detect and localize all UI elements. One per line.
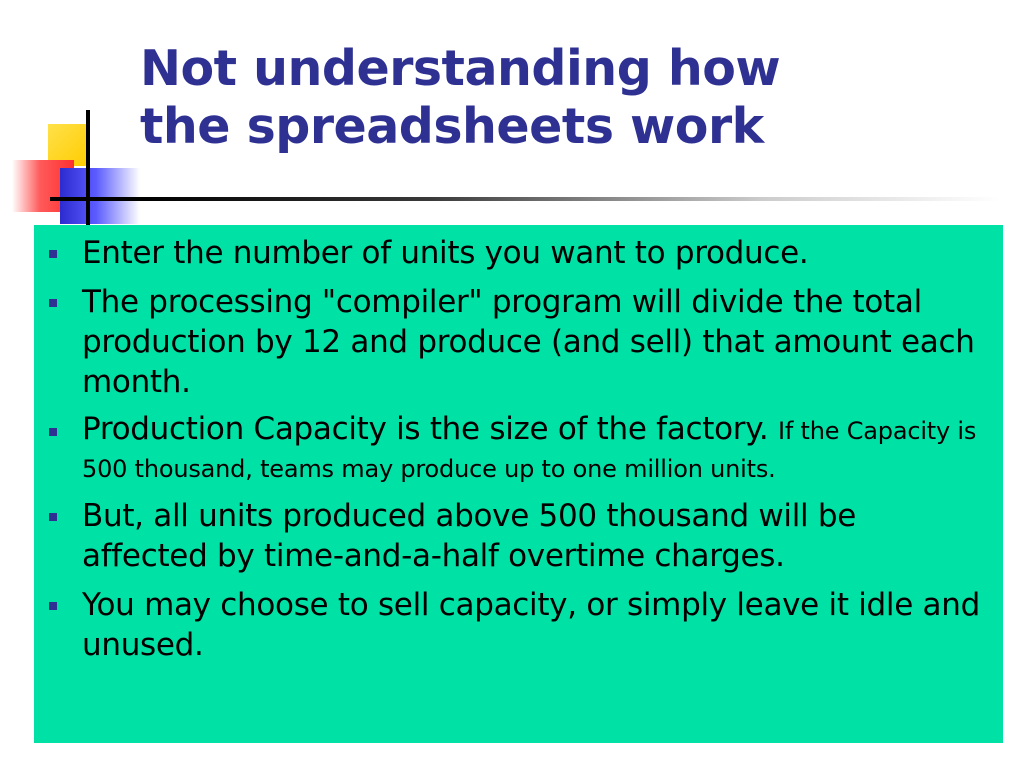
bullet-item [34,411,983,487]
bullet-text: The processing "compiler" program will divide the total production by 12 and produce (and sell) that amount each month. [82,284,975,400]
bullet-subtext: If the Capacity is 500 thousand, teams may produce up to one million units. [82,417,977,483]
title-line-1: Not understanding how [140,40,781,97]
bullet-text: Production Capacity is the size of the factory. [82,411,769,447]
bullet-item [34,282,983,402]
bullet-text: But, all units produced above 500 thousand will be affected by time-and-a-half overtime charges. [82,498,857,574]
bullet-item [34,233,983,273]
vertical-rule [86,110,90,230]
square-bullet-icon [49,299,57,307]
bullet-item [34,585,983,665]
bullet-item [34,496,983,576]
bullet-text: Enter the number of units you want to produce. [82,235,809,271]
slide-title [140,40,1000,156]
content-box [34,225,1003,743]
title-underline-rule [50,197,1000,201]
square-bullet-icon [49,513,57,521]
corner-decoration [0,100,140,230]
square-bullet-icon [49,602,57,610]
square-bullet-icon [49,250,57,258]
bullet-text: You may choose to sell capacity, or simply leave it idle and unused. [82,587,980,663]
bullet-list [34,233,983,665]
blue-square-decoration [60,168,140,224]
square-bullet-icon [49,428,57,436]
title-line-2: the spreadsheets work [140,98,764,155]
